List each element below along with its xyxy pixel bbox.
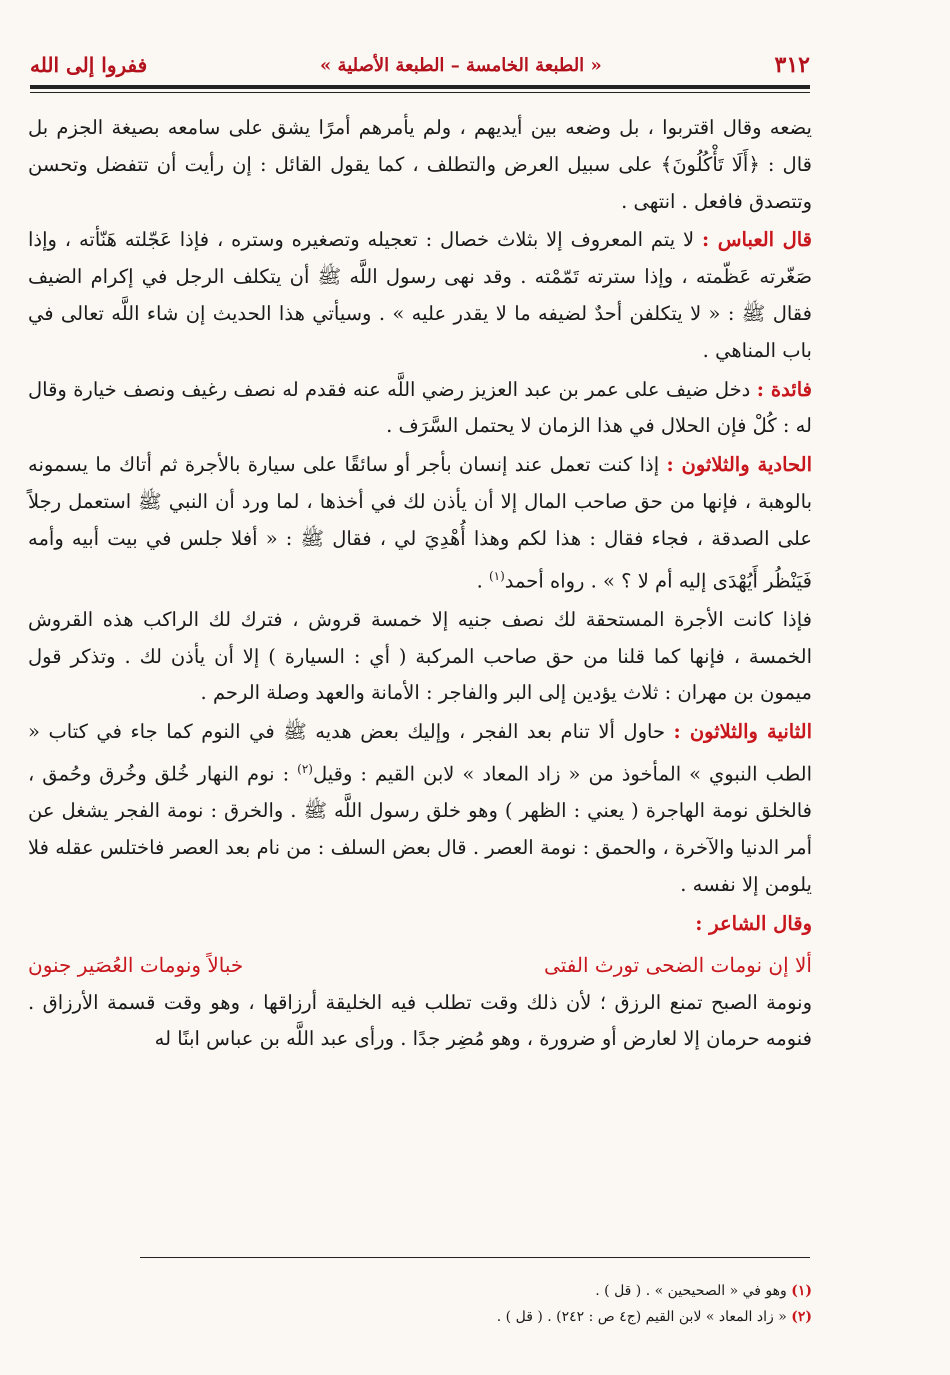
- footnote-number: (١): [791, 1283, 812, 1299]
- paragraph-label: الثانية والثلاثون :: [673, 720, 812, 744]
- paragraph-text: لا يتم المعروف إلا بثلاث خصال : تعجيله وتصغيره وستره ، فإذا عَجّلته هَنّأته ، وإذا صَغّرته عَظّمته ، وإذا سترته تَمّمْته . وقد نهى رسول اللَّه ﷺ أن يتكلف الرجل في إكرام الضيف فقال ﷺ : « لا يتكلفن أحدٌ لضيفه ما لا يقدر عليه » . وسيأتي هذا الحديث إن شاء اللَّه تعالى في باب المناهي .: [28, 228, 812, 362]
- book-title: ففروا إلى الله: [30, 53, 148, 77]
- paragraph: فإذا كانت الأجرة المستحقة لك نصف جنيه إلا خمسة قروش ، فترك لك الراكب هذه القروش الخمسة ، فإنها كما قلنا من حق صاحب المركبة ( أي : السيارة ) إلا أن يأذن لك . وتذكر قول ميمون بن مهران : ثلاث يؤدين إلى البر والفاجر : الأمانة والعهد وصلة الرحم .: [28, 607, 812, 705]
- footnote: [28, 1278, 812, 1304]
- paragraph-text: : نوم النهار خُلق وخُرق وحُمق ، فالخلق نومة الهاجرة ( يعني : الظهر ) وهو خلق رسول اللَّه ﷺ . والخرق : نومة الفجر يشغل عن أمر الدنيا والآخرة ، والحمق : نومة العصر . قال بعض السلف : من نام بعد العصر فاختلس عقله فلا يلومن إلا نفسه .: [28, 762, 812, 896]
- paragraph-text: دخل ضيف على عمر بن عبد العزيز رضي اللَّه عنه فقدم له نصف رغيف ونصف خيارة وقال له : كُلْ فإن الحلال في هذا الزمان لا يحتمل السَّرَف .: [28, 377, 812, 438]
- footnote: [28, 1304, 812, 1330]
- paragraph-text: إذا كنت تعمل عند إنسان بأجر أو سائقًا على سيارة بالأجرة ثم أتاك ما يسمونه بالوهبة ، فإنها من حق صاحب المال إلا أن يأذن لك في أخذها ، لما ورد أن النبي ﷺ استعمل رجلاً على الصدقة ، فجاء فقال : هذا لكم وهذا أُهْدِيَ لي ، فقال ﷺ : « أفلا جلس في بيت أبيه وأمه فَيَنْظُر أَيُهْدَى إليه أم لا ؟ » . رواه أحمد: [28, 453, 812, 593]
- paragraph-label: قال العباس :: [702, 228, 812, 252]
- page-body: [28, 110, 812, 1060]
- footnote-ref[interactable]: (١): [488, 568, 505, 583]
- paragraph: [28, 714, 812, 903]
- footnote-ref[interactable]: (٢): [297, 762, 313, 777]
- verse-second-hemistich: خبالاً ونومات العُصَير جنون: [28, 952, 244, 977]
- header-rule-thin: [30, 92, 810, 93]
- poem-verse: [28, 945, 812, 985]
- footnote-text: « زاد المعاد » لابن القيم (ج٤ ص : ٢٤٢) . ( قل ) .: [496, 1309, 787, 1325]
- paragraph: [28, 906, 812, 943]
- footnote-separator: [140, 1257, 810, 1258]
- paragraph: ونومة الصبح تمنع الرزق ؛ لأن ذلك وقت تطلب فيه الخليقة أرزاقها ، وهو وقت قسمة الأرزاق . فنومه حرمان إلا لعارض أو ضرورة ، وهو مُضِر جدًا . ورأى عبد اللَّه بن عباس ابنًا له: [28, 990, 813, 1051]
- footnotes: [28, 1278, 812, 1330]
- paragraph-label: فائدة :: [756, 377, 812, 401]
- paragraph: الحادية والثلاثون : إذا كنت تعمل عند إنسان بأجر أو سائقًا على سيارة بالأجرة ثم أتاك ما يسمونه بالوهبة ، فإنها من حق صاحب المال إلا أن يأذن لك في أخذها ، لما ورد أن النبي ﷺ استعمل رجلاً على الصدقة ، فجاء فقال : هذا لكم وهذا أُهْدِيَ لي ، فقال ﷺ : « أفلا جلس في بيت أبيه وأمه فَيَنْظُر أَيُهْدَى إليه أم لا ؟ » . رواه أحمد$^{(١)}$ .: [28, 453, 812, 593]
- paragraph: [28, 222, 812, 369]
- edition-label: « الطبعة الخامسة – الطبعة الأصلية »: [320, 54, 602, 76]
- paragraph-label: الحادية والثلاثون :: [666, 453, 812, 477]
- paragraph-label: وقال الشاعر :: [695, 911, 812, 935]
- footnote-number: (٢): [791, 1309, 812, 1325]
- page-header: [30, 48, 810, 82]
- paragraph: يضعه وقال اقتربوا ، بل وضعه بين أيديهم ، ولم يأمرهم أمرًا يشق على سامعه بصيغة الجزم بل قال : ﴿أَلَا تَأْكُلُونَ﴾ على سبيل العرض والتطلف ، كما يقول القائل : إن رأيت أن تتفضل وتحسن وتتصدق فافعل . انتهى .: [28, 116, 812, 213]
- header-rule-thick: [30, 85, 810, 89]
- page-number: ٣١٢: [774, 52, 810, 78]
- verse-first-hemistich: ألا إن نومات الضحى تورث الفتى: [544, 952, 812, 977]
- paragraph: [28, 372, 812, 446]
- footnote-text: وهو في « الصحيحين » . ( قل ) .: [595, 1283, 787, 1299]
- paragraph-text: حاول ألا تنام بعد الفجر ، وإليك بعض هديه ﷺ في النوم كما جاء في كتاب « الطب النبوي » المأخوذ من « زاد المعاد » لابن القيم : وقيل: [28, 720, 813, 786]
